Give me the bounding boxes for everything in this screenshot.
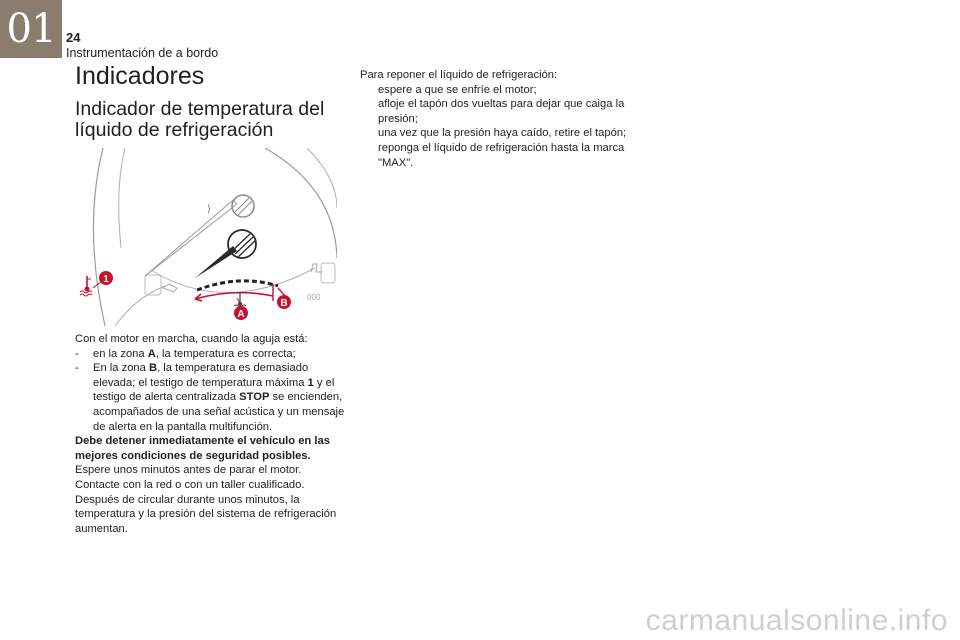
gauge-illustration xyxy=(75,148,337,326)
callout-1-label: 1 xyxy=(103,274,109,285)
page-subtitle: Indicador de temperatura del líquido de refrigeración xyxy=(75,98,325,141)
svg-text:000: 000 xyxy=(307,293,321,302)
paragraph-1: Espere unos minutos antes de parar el motor. xyxy=(75,464,302,477)
warning-text: Debe detener inmediatamente el vehículo en las mejores condiciones de seguridad posibles. xyxy=(75,435,330,462)
callout-b-label: B xyxy=(280,298,288,309)
refill-step-2: afloje el tapón dos vueltas para dejar que caiga la presión; xyxy=(378,98,625,125)
temperature-needle-icon xyxy=(195,230,256,278)
bullet-zone-b: - En la zona B, la temperatura es demasiado elevada; el testigo de temperatura máxima 1 y el testigo de alerta centralizada STOP se encienden, acompañados de una señal acústica y un mensaje de alerta en la pantalla multifunción. xyxy=(75,362,345,433)
bullet-marker: - xyxy=(75,362,79,375)
callout-a xyxy=(234,298,248,320)
bullet-zone-a: - en la zona A, la temperatura es correcta; xyxy=(75,347,296,360)
refill-step-4: reponga el líquido de refrigeración hasta la marca "MAX". xyxy=(378,141,625,169)
max-temperature-warning-icon xyxy=(80,276,92,296)
page-number: 24 xyxy=(66,30,81,45)
seat-icon xyxy=(311,264,322,272)
refill-step-1: espere a que se enfríe el motor; xyxy=(378,83,537,96)
chapter-tab: 01 xyxy=(0,0,62,58)
paragraph-3: Después de circular durante unos minutos, la temperatura y la presión del sistema de refrigeración aumentan. xyxy=(75,493,337,535)
watermark: carmanualsonline.info xyxy=(645,604,948,637)
section-title: Instrumentación de a bordo xyxy=(66,46,219,60)
coolant-temperature-icon xyxy=(234,292,246,307)
left-column xyxy=(75,332,345,536)
bullet-marker: - xyxy=(75,347,79,360)
refill-step-3: una vez que la presión haya caído, retire el tapón; xyxy=(378,127,627,140)
page-title: Indicadores xyxy=(75,62,205,90)
callout-a-label: A xyxy=(237,309,245,320)
temperature-gauge-figure xyxy=(75,148,337,326)
rev-needle-icon xyxy=(145,195,254,276)
oil-icon xyxy=(163,284,177,292)
paragraph-2: Contacte con la red o con un taller cualificado. xyxy=(75,478,305,491)
right-column xyxy=(360,68,630,170)
intro-text: Con el motor en marcha, cuando la aguja está: xyxy=(75,333,308,345)
callout-b xyxy=(277,295,291,309)
tire-icon xyxy=(307,293,321,302)
refill-intro: Para reponer el líquido de refrigeración: xyxy=(360,69,558,81)
svg-text:⟩: ⟩ xyxy=(207,204,211,215)
